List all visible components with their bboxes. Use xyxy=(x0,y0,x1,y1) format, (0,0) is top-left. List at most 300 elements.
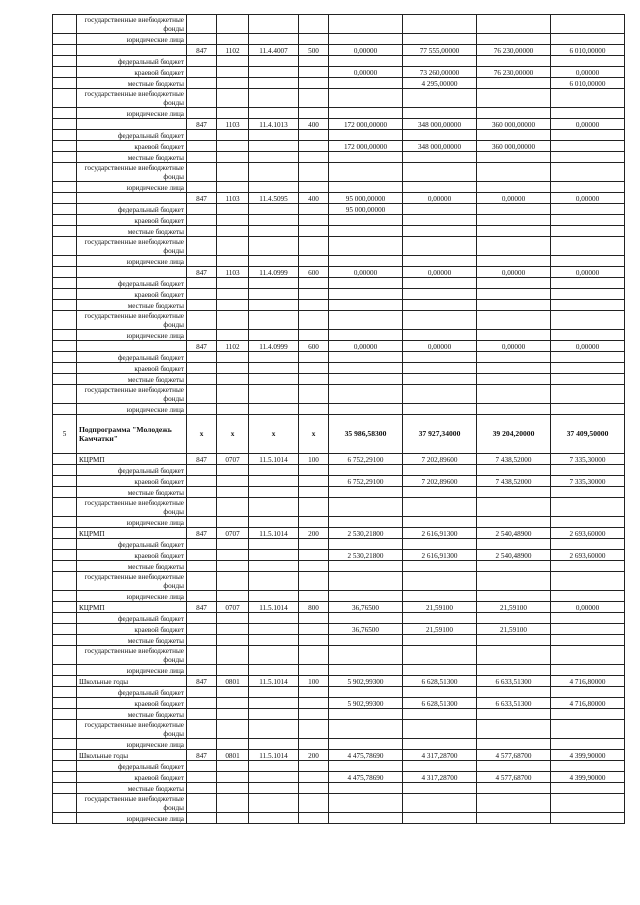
expense-type-cell xyxy=(299,709,329,720)
amount-year-1-cell xyxy=(329,498,403,517)
section-code-cell xyxy=(217,363,249,374)
source-row xyxy=(53,613,625,624)
grbs-code-cell xyxy=(187,374,217,385)
source-row xyxy=(53,256,625,267)
source-row xyxy=(53,300,625,311)
amount-year-2-cell xyxy=(403,572,477,591)
section-code-cell xyxy=(217,78,249,89)
expense-name-cell xyxy=(77,341,187,352)
section-code-cell xyxy=(217,646,249,665)
section-code-cell xyxy=(217,130,249,141)
section-code-cell xyxy=(217,352,249,363)
amount-year-3-cell xyxy=(477,385,551,404)
amount-year-1-cell: 6 752,29100 xyxy=(329,476,403,487)
target-article-cell xyxy=(249,289,299,300)
grbs-code-cell: 847 xyxy=(187,454,217,465)
section-code-cell xyxy=(217,256,249,267)
amount-year-1-cell: 6 752,29100 xyxy=(329,454,403,465)
source-row xyxy=(53,794,625,813)
amount-year-2-cell: 4 317,28700 xyxy=(403,750,477,761)
expense-name-cell: Школьные годы xyxy=(77,676,187,687)
grbs-code-cell xyxy=(187,67,217,78)
target-article-cell xyxy=(249,278,299,289)
funding-source-label: федеральный бюджет xyxy=(77,278,187,289)
amount-year-1-cell xyxy=(329,34,403,45)
amount-year-1-cell xyxy=(329,720,403,739)
amount-year-2-cell xyxy=(403,152,477,163)
amount-year-1-cell: 2 530,21800 xyxy=(329,528,403,539)
amount-year-2-cell xyxy=(403,385,477,404)
row-index-cell xyxy=(53,602,77,613)
amount-year-4-cell xyxy=(551,215,625,226)
row-index-cell xyxy=(53,130,77,141)
funding-source-label: государственные внебюджетные фонды xyxy=(77,720,187,739)
amount-year-4-cell xyxy=(551,256,625,267)
target-article-cell xyxy=(249,539,299,550)
amount-year-3-cell xyxy=(477,352,551,363)
amount-year-1-cell xyxy=(329,374,403,385)
expense-row xyxy=(53,119,625,130)
amount-year-1-cell: 5 902,99300 xyxy=(329,698,403,709)
section-code-cell xyxy=(217,465,249,476)
funding-source-label: федеральный бюджет xyxy=(77,687,187,698)
expense-type-cell xyxy=(299,385,329,404)
section-code-cell xyxy=(217,182,249,193)
amount-year-2-cell xyxy=(403,591,477,602)
amount-year-1-cell: 95 000,00000 xyxy=(329,193,403,204)
row-index-cell xyxy=(53,794,77,813)
section-code-cell xyxy=(217,624,249,635)
expense-type-cell xyxy=(299,352,329,363)
row-index-cell xyxy=(53,152,77,163)
section-code-cell xyxy=(217,698,249,709)
amount-year-3-cell: 7 438,52000 xyxy=(477,454,551,465)
funding-source-label: местные бюджеты xyxy=(77,561,187,572)
amount-year-4-cell xyxy=(551,613,625,624)
expense-type-cell xyxy=(299,182,329,193)
amount-year-2-cell xyxy=(403,226,477,237)
amount-year-4-cell: 0,00000 xyxy=(551,119,625,130)
funding-source-label: местные бюджеты xyxy=(77,635,187,646)
target-article-cell xyxy=(249,709,299,720)
amount-year-4-cell xyxy=(551,130,625,141)
target-article-cell xyxy=(249,624,299,635)
target-article-cell xyxy=(249,300,299,311)
source-row xyxy=(53,572,625,591)
amount-year-1-cell: 0,00000 xyxy=(329,67,403,78)
grbs-code-cell xyxy=(187,300,217,311)
source-row xyxy=(53,624,625,635)
grbs-code-cell xyxy=(187,256,217,267)
amount-year-2-cell xyxy=(403,813,477,824)
amount-year-4-cell: 0,00000 xyxy=(551,267,625,278)
amount-year-2-cell: 21,59100 xyxy=(403,602,477,613)
amount-year-1-cell: 4 475,78690 xyxy=(329,772,403,783)
amount-year-3-cell xyxy=(477,34,551,45)
amount-year-3-cell xyxy=(477,591,551,602)
amount-year-1-cell: 5 902,99300 xyxy=(329,676,403,687)
funding-source-label: федеральный бюджет xyxy=(77,539,187,550)
amount-year-3-cell xyxy=(477,130,551,141)
amount-year-4-cell xyxy=(551,517,625,528)
source-row xyxy=(53,67,625,78)
target-article-cell xyxy=(249,330,299,341)
row-index-cell xyxy=(53,698,77,709)
row-index-cell xyxy=(53,300,77,311)
funding-source-label: юридические лица xyxy=(77,517,187,528)
row-index-cell xyxy=(53,374,77,385)
expense-name-cell xyxy=(77,267,187,278)
amount-year-3-cell xyxy=(477,204,551,215)
amount-year-3-cell xyxy=(477,152,551,163)
funding-source-label: федеральный бюджет xyxy=(77,352,187,363)
amount-year-4-cell xyxy=(551,561,625,572)
funding-source-label: краевой бюджет xyxy=(77,363,187,374)
funding-source-label: краевой бюджет xyxy=(77,698,187,709)
source-row xyxy=(53,665,625,676)
amount-year-3-cell xyxy=(477,794,551,813)
amount-year-1-cell xyxy=(329,237,403,256)
amount-year-2-cell xyxy=(403,687,477,698)
amount-year-4-cell: 2 693,60000 xyxy=(551,550,625,561)
target-article-cell xyxy=(249,635,299,646)
source-row xyxy=(53,487,625,498)
amount-year-2-cell: 2 616,91300 xyxy=(403,550,477,561)
amount-year-3-cell: 6 633,51300 xyxy=(477,676,551,687)
expense-type-cell: 800 xyxy=(299,602,329,613)
source-row xyxy=(53,152,625,163)
grbs-code-cell xyxy=(187,330,217,341)
target-article-cell: 11.4.0999 xyxy=(249,267,299,278)
target-article-cell xyxy=(249,56,299,67)
expense-type-cell xyxy=(299,772,329,783)
section-code-cell: 0707 xyxy=(217,602,249,613)
funding-source-label: государственные внебюджетные фонды xyxy=(77,646,187,665)
target-article-cell xyxy=(249,794,299,813)
expense-type-cell xyxy=(299,794,329,813)
amount-year-1-cell xyxy=(329,572,403,591)
expense-type-cell xyxy=(299,739,329,750)
amount-year-2-cell xyxy=(403,720,477,739)
amount-year-1-cell: 0,00000 xyxy=(329,341,403,352)
funding-source-label: юридические лица xyxy=(77,404,187,415)
amount-year-3-cell xyxy=(477,311,551,330)
section-code-cell xyxy=(217,89,249,108)
target-article-cell xyxy=(249,141,299,152)
funding-source-label: краевой бюджет xyxy=(77,772,187,783)
row-index-cell xyxy=(53,404,77,415)
amount-year-1-cell: 172 000,00000 xyxy=(329,141,403,152)
expense-row xyxy=(53,193,625,204)
funding-source-label: государственные внебюджетные фонды xyxy=(77,237,187,256)
expense-type-cell xyxy=(299,646,329,665)
row-index-cell xyxy=(53,352,77,363)
expense-type-cell xyxy=(299,300,329,311)
amount-year-1-cell xyxy=(329,739,403,750)
amount-year-1-cell xyxy=(329,783,403,794)
amount-year-2-cell: 4 295,00000 xyxy=(403,78,477,89)
amount-year-3-cell xyxy=(477,215,551,226)
row-index-cell xyxy=(53,108,77,119)
section-code-cell: 0801 xyxy=(217,750,249,761)
expense-type-cell xyxy=(299,465,329,476)
amount-year-2-cell: 6 628,51300 xyxy=(403,676,477,687)
source-row xyxy=(53,646,625,665)
amount-year-3-cell: 76 230,00000 xyxy=(477,45,551,56)
funding-source-label: юридические лица xyxy=(77,813,187,824)
expense-name-cell: КЦРМП xyxy=(77,528,187,539)
target-article-cell xyxy=(249,783,299,794)
source-row xyxy=(53,550,625,561)
amount-year-4-cell xyxy=(551,498,625,517)
grbs-code-cell xyxy=(187,78,217,89)
source-row xyxy=(53,761,625,772)
amount-year-2-cell: 7 202,89600 xyxy=(403,454,477,465)
amount-year-2-cell xyxy=(403,352,477,363)
amount-year-2-cell xyxy=(403,204,477,215)
target-article-cell xyxy=(249,385,299,404)
section-code-cell xyxy=(217,163,249,182)
expense-type-cell: 400 xyxy=(299,119,329,130)
amount-year-4-cell xyxy=(551,34,625,45)
amount-year-4-cell xyxy=(551,15,625,34)
amount-year-2-cell xyxy=(403,311,477,330)
amount-year-2-cell xyxy=(403,163,477,182)
grbs-code-cell xyxy=(187,476,217,487)
amount-year-4-cell: 4 399,90000 xyxy=(551,750,625,761)
amount-year-2-cell: 6 628,51300 xyxy=(403,698,477,709)
section-code-cell xyxy=(217,794,249,813)
funding-source-label: местные бюджеты xyxy=(77,78,187,89)
source-row xyxy=(53,813,625,824)
source-row xyxy=(53,772,625,783)
amount-year-1-cell xyxy=(329,226,403,237)
section-code-cell: 1103 xyxy=(217,193,249,204)
amount-year-4-cell: 0,00000 xyxy=(551,602,625,613)
amount-year-4-cell: 37 409,50000 xyxy=(551,415,625,454)
amount-year-4-cell xyxy=(551,813,625,824)
source-row xyxy=(53,89,625,108)
funding-source-label: местные бюджеты xyxy=(77,374,187,385)
expense-type-cell xyxy=(299,591,329,602)
row-index-cell xyxy=(53,278,77,289)
section-code-cell xyxy=(217,289,249,300)
row-index-cell xyxy=(53,237,77,256)
row-index-cell xyxy=(53,15,77,34)
source-row xyxy=(53,237,625,256)
grbs-code-cell: 847 xyxy=(187,676,217,687)
amount-year-3-cell xyxy=(477,78,551,89)
amount-year-1-cell xyxy=(329,591,403,602)
section-code-cell xyxy=(217,498,249,517)
section-code-cell xyxy=(217,404,249,415)
grbs-code-cell xyxy=(187,182,217,193)
amount-year-1-cell xyxy=(329,465,403,476)
amount-year-3-cell xyxy=(477,278,551,289)
amount-year-2-cell xyxy=(403,256,477,267)
amount-year-4-cell xyxy=(551,56,625,67)
amount-year-2-cell xyxy=(403,330,477,341)
amount-year-3-cell xyxy=(477,465,551,476)
source-row xyxy=(53,289,625,300)
amount-year-4-cell xyxy=(551,152,625,163)
target-article-cell xyxy=(249,226,299,237)
amount-year-2-cell xyxy=(403,709,477,720)
funding-source-label: краевой бюджет xyxy=(77,141,187,152)
expense-type-cell xyxy=(299,783,329,794)
grbs-code-cell xyxy=(187,783,217,794)
source-row xyxy=(53,635,625,646)
expense-name-cell: Школьные годы xyxy=(77,750,187,761)
amount-year-1-cell xyxy=(329,761,403,772)
row-index-cell xyxy=(53,783,77,794)
row-index-cell xyxy=(53,89,77,108)
grbs-code-cell: x xyxy=(187,415,217,454)
target-article-cell xyxy=(249,761,299,772)
table-body xyxy=(53,15,625,824)
row-index-cell xyxy=(53,709,77,720)
expense-type-cell: 100 xyxy=(299,676,329,687)
amount-year-1-cell xyxy=(329,256,403,267)
amount-year-3-cell: 39 204,20000 xyxy=(477,415,551,454)
row-index-cell xyxy=(53,215,77,226)
amount-year-4-cell xyxy=(551,141,625,152)
section-code-cell xyxy=(217,311,249,330)
amount-year-1-cell xyxy=(329,813,403,824)
funding-source-label: юридические лица xyxy=(77,330,187,341)
amount-year-3-cell xyxy=(477,374,551,385)
amount-year-1-cell xyxy=(329,646,403,665)
amount-year-3-cell xyxy=(477,572,551,591)
funding-source-label: краевой бюджет xyxy=(77,624,187,635)
target-article-cell xyxy=(249,739,299,750)
amount-year-4-cell xyxy=(551,465,625,476)
expense-type-cell xyxy=(299,665,329,676)
amount-year-4-cell: 7 335,30000 xyxy=(551,454,625,465)
section-code-cell xyxy=(217,517,249,528)
target-article-cell xyxy=(249,352,299,363)
row-index-cell xyxy=(53,646,77,665)
amount-year-4-cell xyxy=(551,739,625,750)
amount-year-2-cell xyxy=(403,15,477,34)
target-article-cell xyxy=(249,665,299,676)
grbs-code-cell xyxy=(187,572,217,591)
section-code-cell xyxy=(217,550,249,561)
expense-type-cell xyxy=(299,215,329,226)
section-code-cell: 0707 xyxy=(217,528,249,539)
target-article-cell xyxy=(249,215,299,226)
row-index-cell xyxy=(53,487,77,498)
amount-year-3-cell xyxy=(477,539,551,550)
grbs-code-cell xyxy=(187,130,217,141)
amount-year-1-cell xyxy=(329,78,403,89)
target-article-cell: 11.5.1014 xyxy=(249,602,299,613)
source-row xyxy=(53,278,625,289)
amount-year-4-cell xyxy=(551,330,625,341)
grbs-code-cell xyxy=(187,794,217,813)
expense-row xyxy=(53,750,625,761)
amount-year-4-cell: 6 010,00000 xyxy=(551,45,625,56)
target-article-cell xyxy=(249,404,299,415)
funding-source-label: государственные внебюджетные фонды xyxy=(77,15,187,34)
amount-year-4-cell: 6 010,00000 xyxy=(551,78,625,89)
row-index-cell xyxy=(53,739,77,750)
grbs-code-cell xyxy=(187,487,217,498)
row-index-cell xyxy=(53,476,77,487)
source-row xyxy=(53,404,625,415)
funding-source-label: местные бюджеты xyxy=(77,300,187,311)
source-row xyxy=(53,226,625,237)
amount-year-4-cell: 4 716,80000 xyxy=(551,698,625,709)
row-index-cell xyxy=(53,676,77,687)
amount-year-1-cell xyxy=(329,404,403,415)
grbs-code-cell xyxy=(187,613,217,624)
target-article-cell xyxy=(249,182,299,193)
row-index-cell xyxy=(53,813,77,824)
amount-year-2-cell xyxy=(403,739,477,750)
expense-name-cell xyxy=(77,119,187,130)
amount-year-2-cell: 73 260,00000 xyxy=(403,67,477,78)
section-code-cell xyxy=(217,539,249,550)
row-index-cell xyxy=(53,591,77,602)
section-code-cell xyxy=(217,34,249,45)
amount-year-4-cell xyxy=(551,289,625,300)
amount-year-1-cell xyxy=(329,385,403,404)
funding-source-label: местные бюджеты xyxy=(77,487,187,498)
amount-year-2-cell: 21,59100 xyxy=(403,624,477,635)
target-article-cell: 11.5.1014 xyxy=(249,454,299,465)
funding-source-label: государственные внебюджетные фонды xyxy=(77,89,187,108)
row-index-cell xyxy=(53,613,77,624)
amount-year-1-cell xyxy=(329,330,403,341)
section-code-cell xyxy=(217,15,249,34)
amount-year-2-cell xyxy=(403,374,477,385)
section-code-cell: 1102 xyxy=(217,45,249,56)
amount-year-3-cell xyxy=(477,363,551,374)
amount-year-2-cell xyxy=(403,635,477,646)
target-article-cell xyxy=(249,561,299,572)
row-index-cell xyxy=(53,163,77,182)
amount-year-3-cell: 0,00000 xyxy=(477,267,551,278)
amount-year-2-cell xyxy=(403,646,477,665)
expense-type-cell xyxy=(299,498,329,517)
funding-source-label: государственные внебюджетные фонды xyxy=(77,311,187,330)
row-index-cell xyxy=(53,528,77,539)
grbs-code-cell xyxy=(187,739,217,750)
budget-table-page xyxy=(52,14,624,824)
amount-year-4-cell xyxy=(551,487,625,498)
target-article-cell: x xyxy=(249,415,299,454)
amount-year-2-cell xyxy=(403,300,477,311)
amount-year-2-cell xyxy=(403,56,477,67)
section-code-cell xyxy=(217,56,249,67)
section-code-cell xyxy=(217,108,249,119)
row-index-cell xyxy=(53,34,77,45)
amount-year-3-cell xyxy=(477,665,551,676)
amount-year-1-cell: 2 530,21800 xyxy=(329,550,403,561)
row-index-cell xyxy=(53,182,77,193)
amount-year-2-cell xyxy=(403,665,477,676)
source-row xyxy=(53,163,625,182)
amount-year-1-cell xyxy=(329,278,403,289)
grbs-code-cell xyxy=(187,404,217,415)
source-row xyxy=(53,498,625,517)
amount-year-4-cell xyxy=(551,89,625,108)
target-article-cell xyxy=(249,487,299,498)
expense-type-cell: 600 xyxy=(299,341,329,352)
target-article-cell xyxy=(249,572,299,591)
amount-year-4-cell xyxy=(551,237,625,256)
